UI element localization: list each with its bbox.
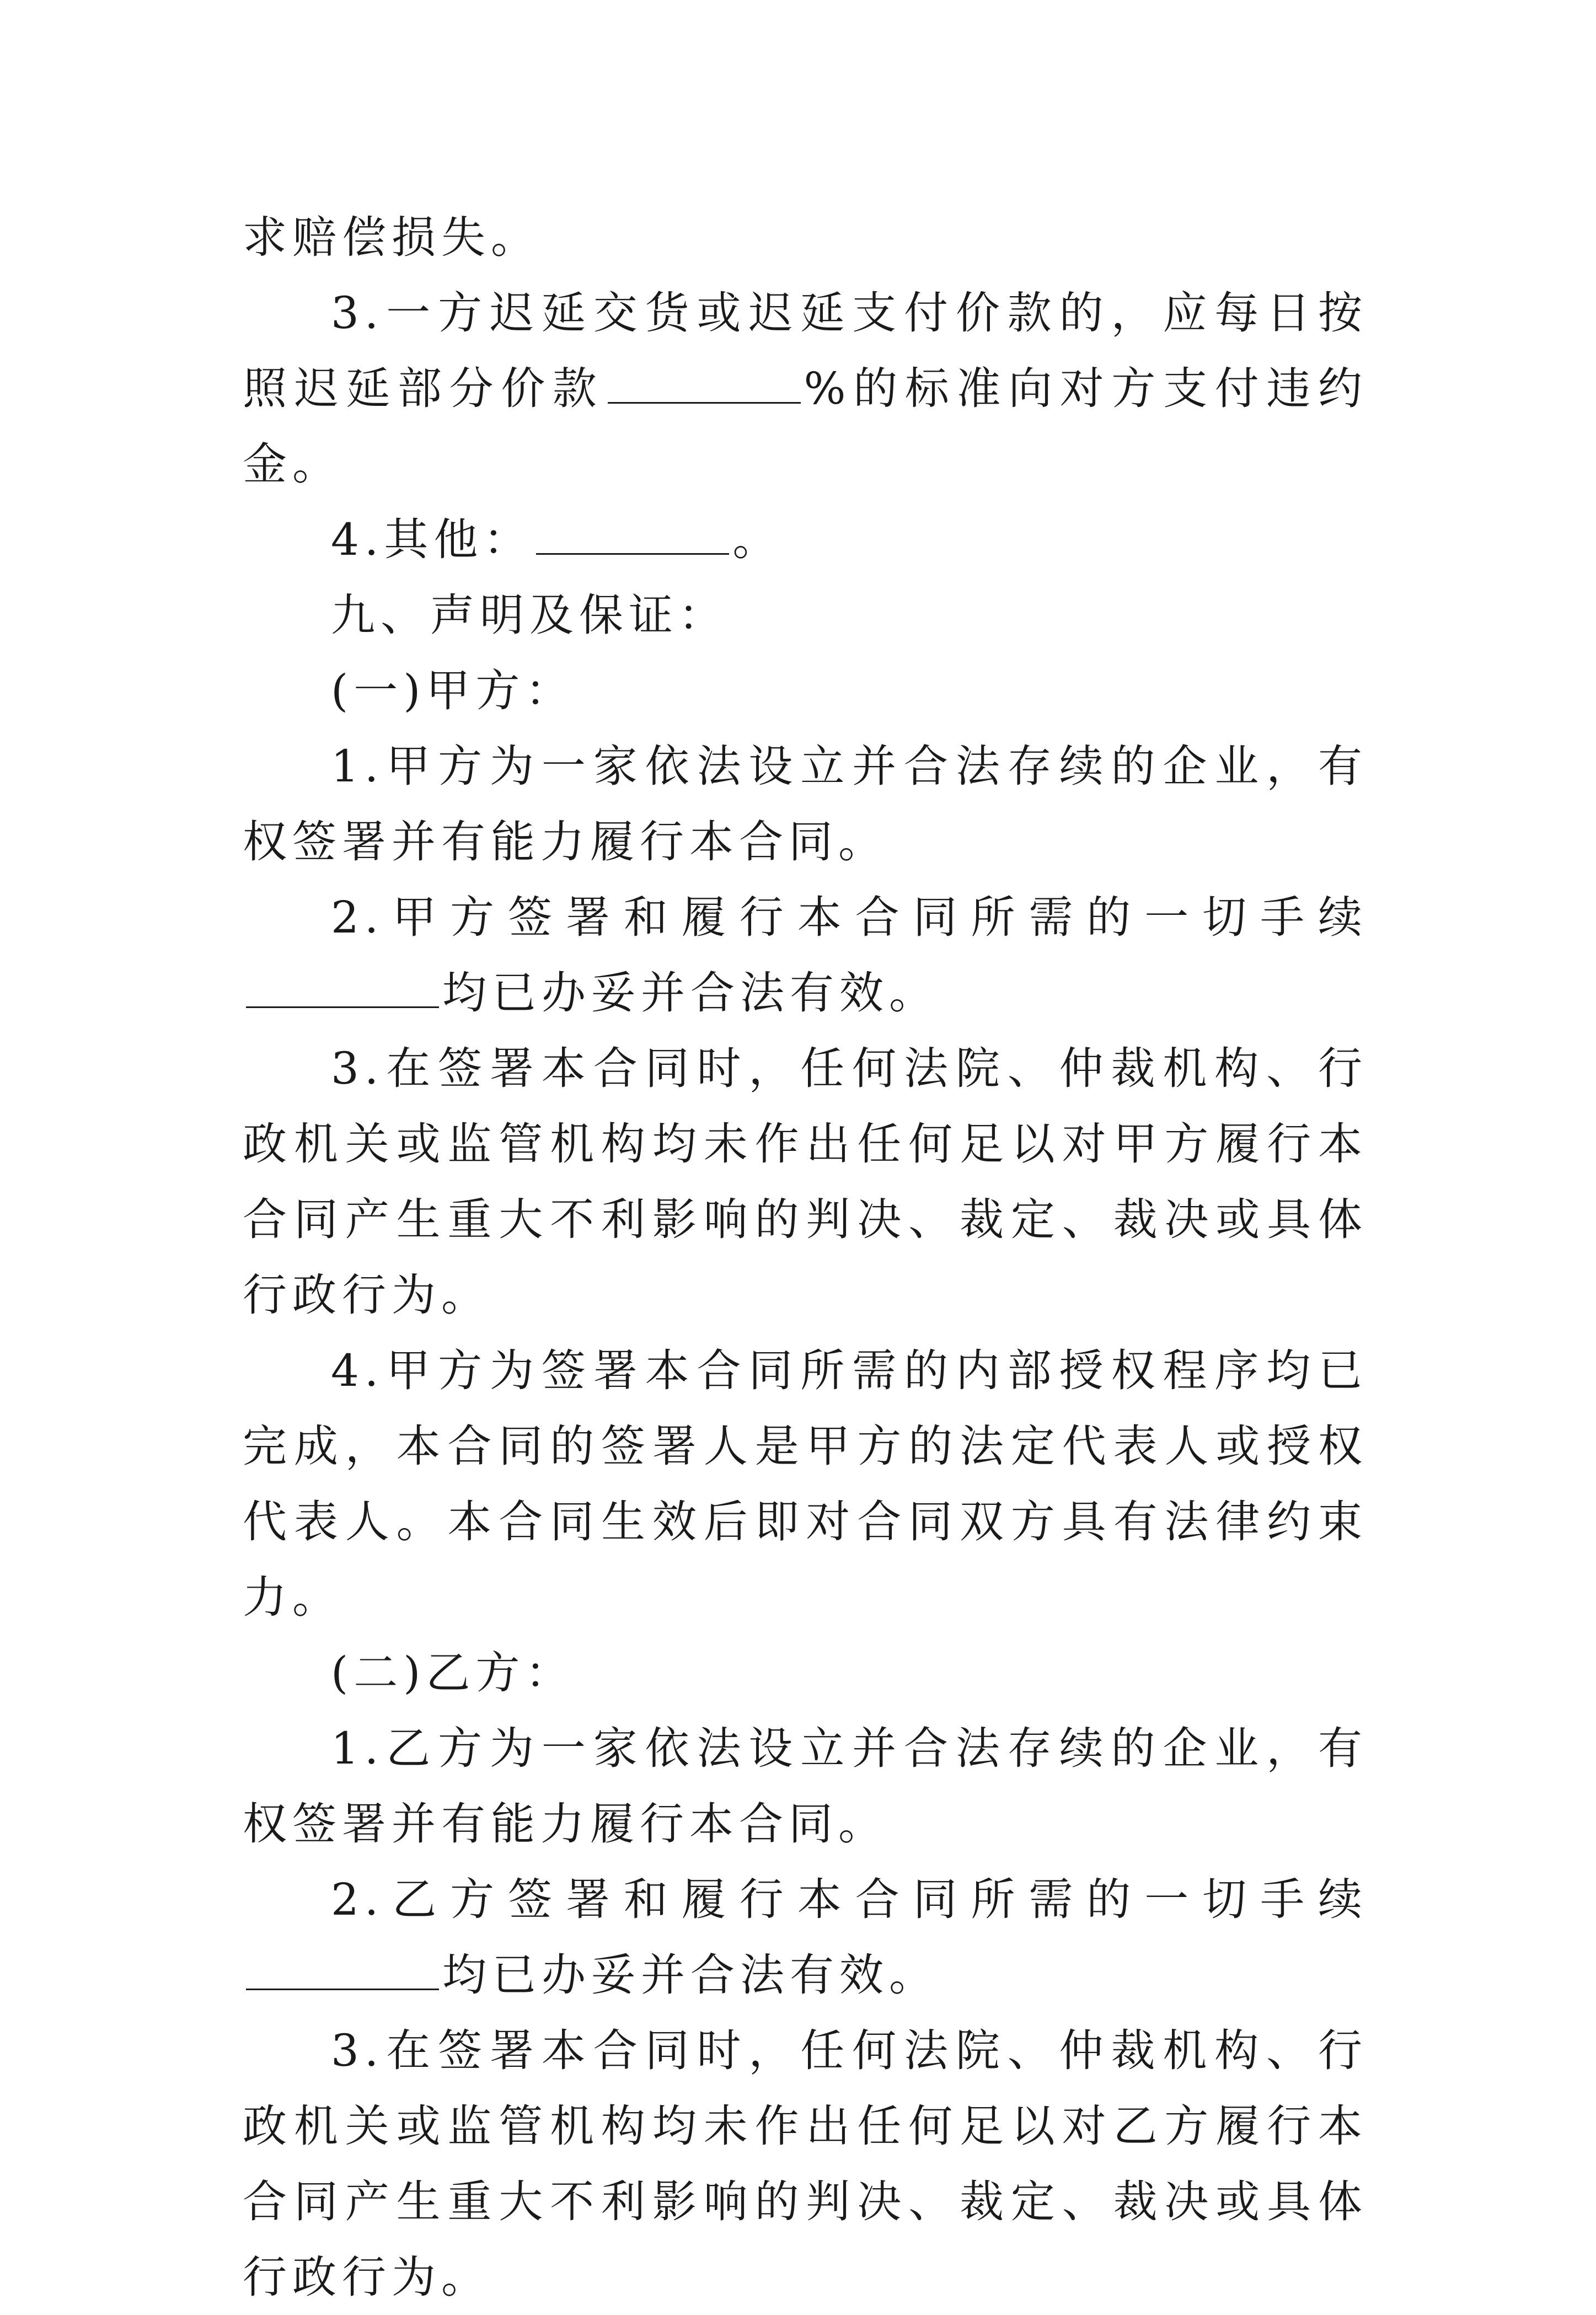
paragraph-text-after: 。 (732, 514, 783, 565)
paragraph-party-a-1 (243, 728, 1368, 880)
paragraph-text: 3.一方迟延交货或迟延支付价款的，应每日按照迟延部分价款 (243, 287, 1368, 414)
fill-blank-penalty-rate[interactable] (608, 363, 801, 404)
paragraph-text-after: %的标准向对方支付违约金。 (243, 363, 1368, 490)
paragraph-text: 4.甲方为签署本合同所需的内部授权程序均已完成，本合同的签署人是甲方的法定代表人或授权代表人。本合同生效后即对合同双方具有法律约束力。 (243, 1345, 1368, 1623)
paragraph-compensation-end (243, 200, 1368, 275)
paragraph-party-b-3 (243, 2013, 1368, 2315)
fill-blank-other[interactable] (536, 515, 729, 555)
paragraph-text: 3.在签署本合同时，任何法院、仲裁机构、行政机关或监管机构均未作出任何足以对乙方履行本合同产生重大不利影响的判决、裁定、裁决或具体行政行为。 (243, 2025, 1368, 2303)
paragraph-text-after: 均已办妥并合法有效。 (442, 1949, 939, 2001)
heading-text: (一)甲方： (331, 665, 575, 716)
subsection-heading-party-b (243, 1635, 1368, 1711)
paragraph-text: 4.其他： (331, 514, 533, 565)
paragraph-party-b-2 (243, 1862, 1368, 2013)
contract-text (243, 200, 1368, 2315)
section-heading-declarations (243, 577, 1368, 653)
subsection-heading-party-a (243, 653, 1368, 728)
paragraph-text: 2.甲方签署和履行本合同所需的一切手续 (331, 892, 1368, 943)
paragraph-text: 3.在签署本合同时，任何法院、仲裁机构、行政机关或监管机构均未作出任何足以对甲方履行本合同产生重大不利影响的判决、裁定、裁决或具体行政行为。 (243, 1043, 1368, 1321)
paragraph-text-after: 均已办妥并合法有效。 (442, 967, 939, 1019)
fill-blank-party-a-procedures[interactable] (246, 968, 439, 1008)
heading-text: 九、声明及保证： (331, 590, 728, 641)
paragraph-text: 求赔偿损失。 (243, 212, 540, 263)
paragraph-party-a-2 (243, 880, 1368, 1031)
fill-blank-party-b-procedures[interactable] (246, 1950, 439, 1990)
paragraph-party-a-3 (243, 1031, 1368, 1333)
paragraph-late-penalty (243, 275, 1368, 502)
paragraph-text: 1.甲方为一家依法设立并合法存续的企业，有权签署并有能力履行本合同。 (243, 741, 1368, 867)
paragraph-text: 2.乙方签署和履行本合同所需的一切手续 (331, 1874, 1368, 1925)
paragraph-party-a-4 (243, 1333, 1368, 1635)
heading-text: (二)乙方： (331, 1647, 575, 1698)
paragraph-text: 1.乙方为一家依法设立并合法存续的企业，有权签署并有能力履行本合同。 (243, 1723, 1368, 1850)
paragraph-party-b-1 (243, 1711, 1368, 1862)
paragraph-other (243, 502, 1368, 577)
